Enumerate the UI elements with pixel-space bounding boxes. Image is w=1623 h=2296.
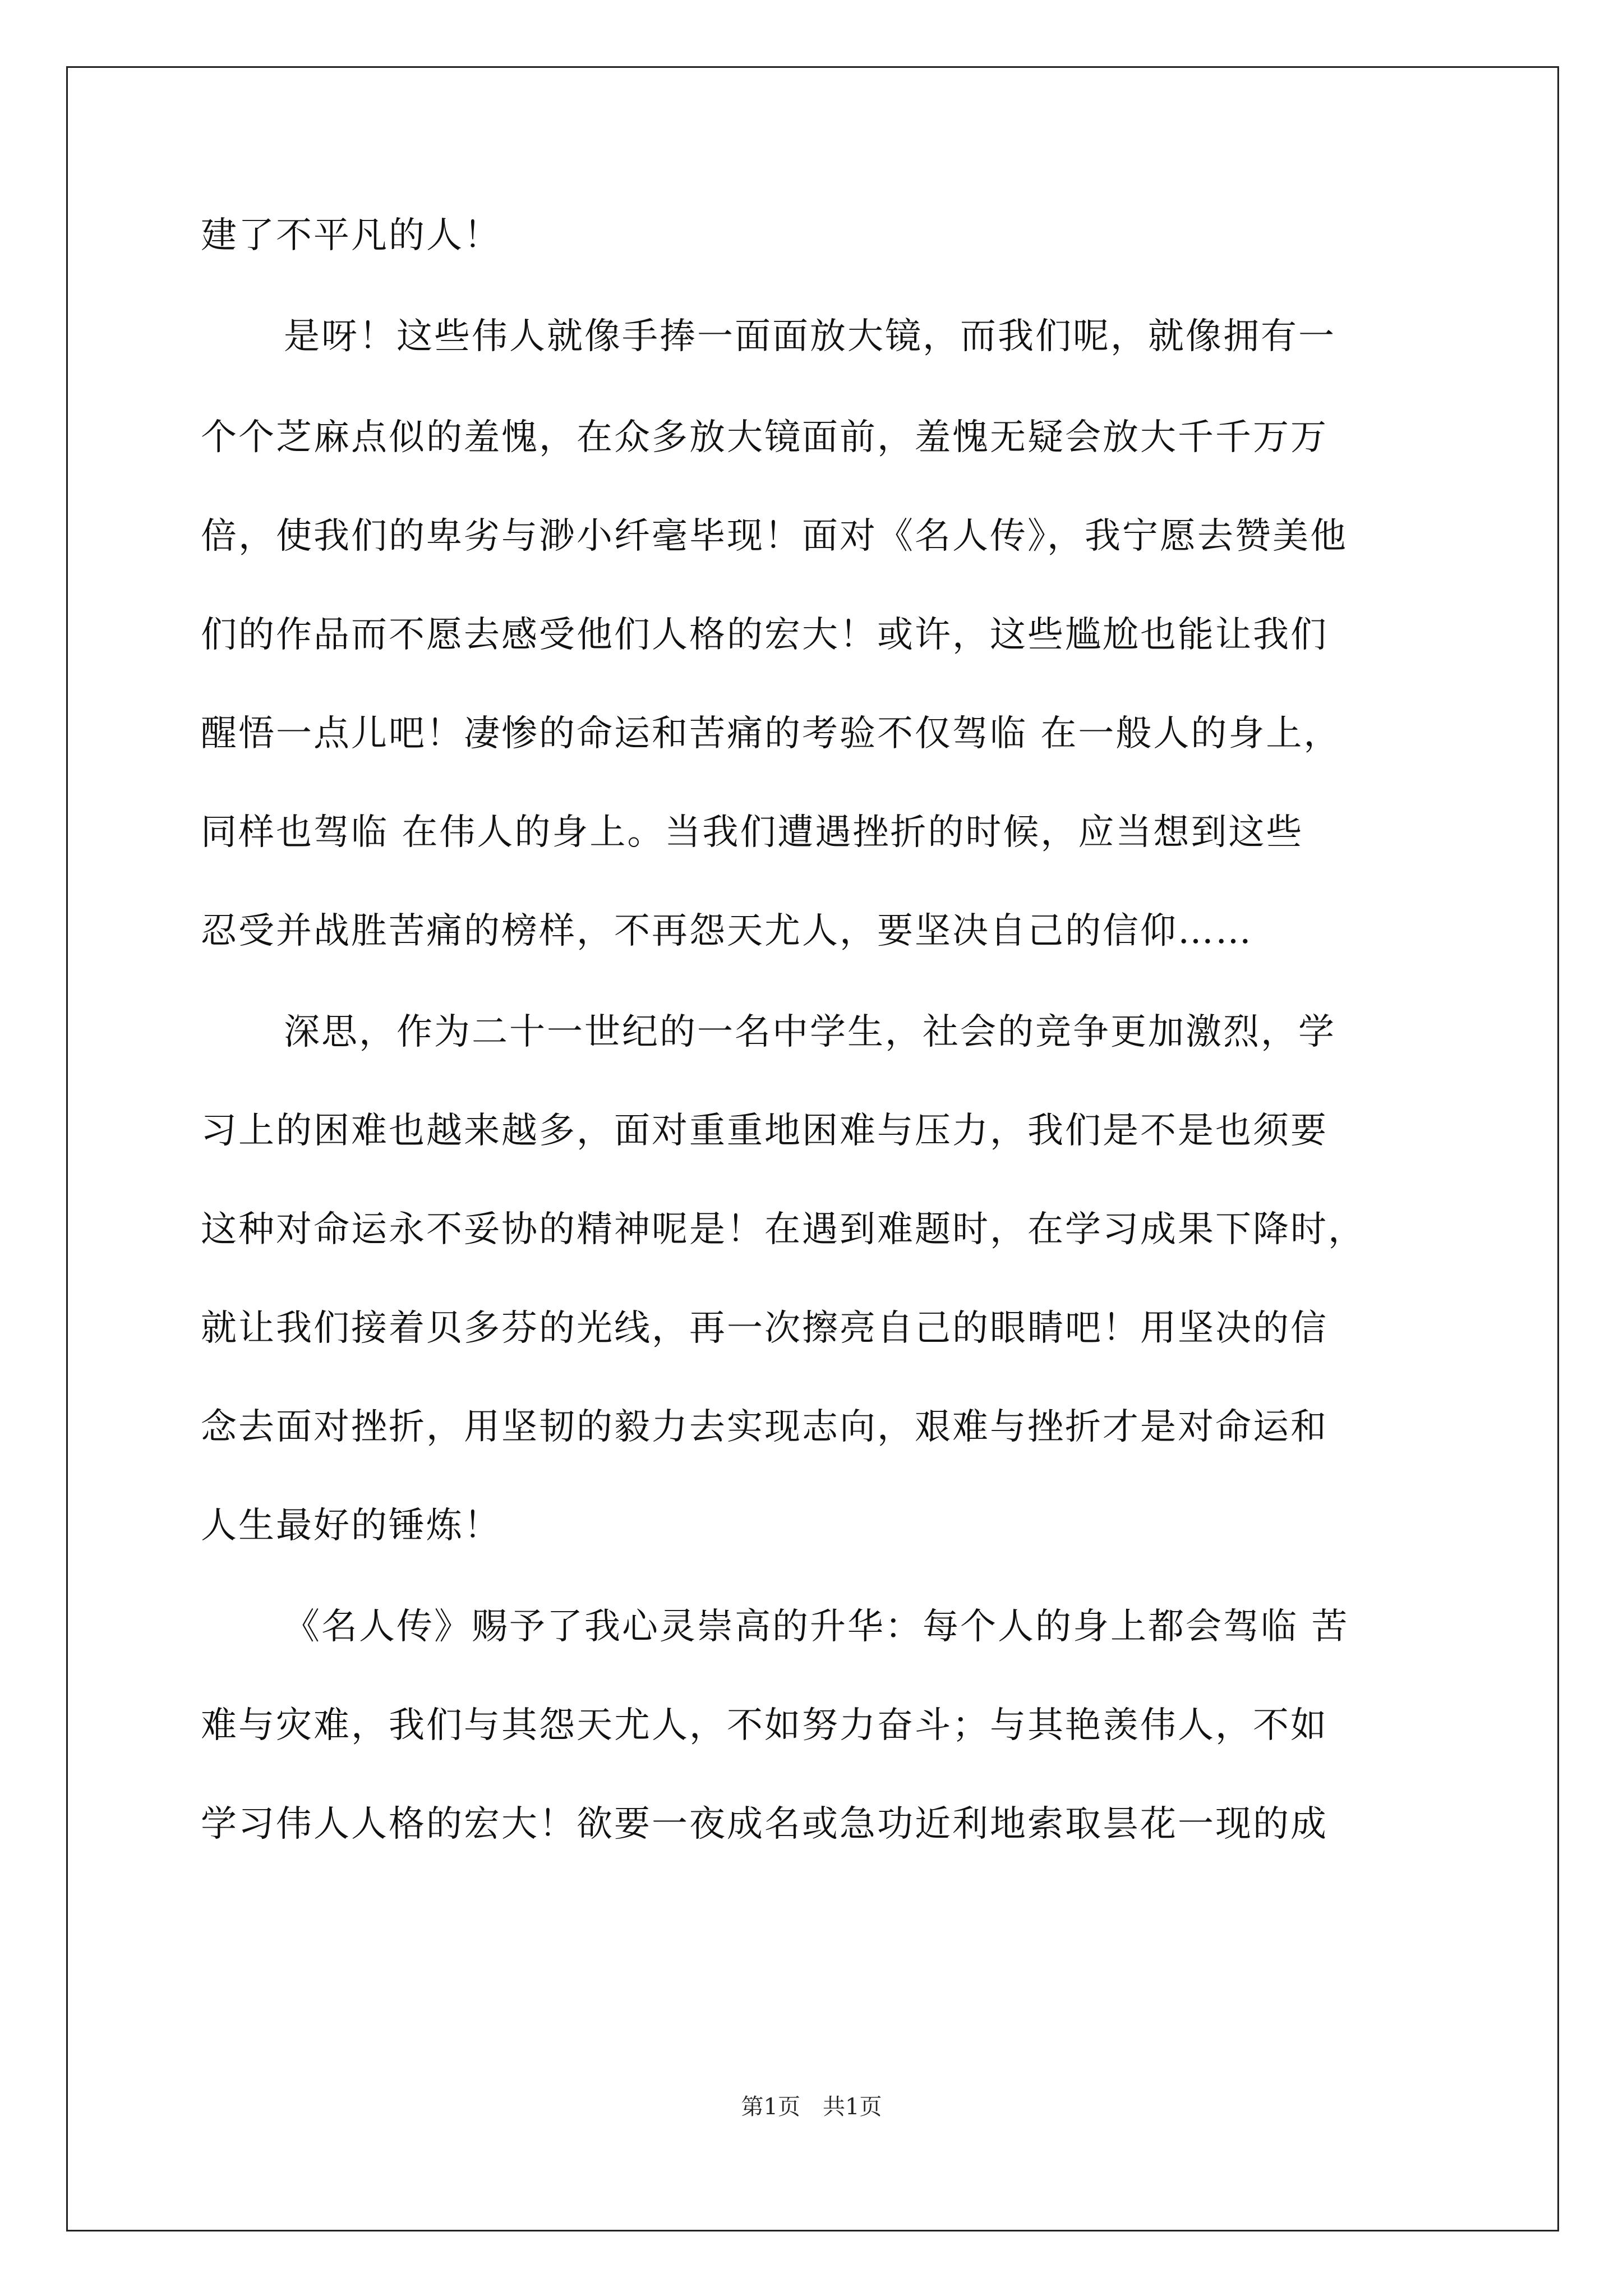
text-line: 就让我们接着贝多芬的光线，再一次擦亮自己的眼睛吧！用坚决的信 — [201, 1308, 1328, 1349]
text-line: 倍，使我们的卑劣与渺小纤毫毕现！面对《名人传》，我宁愿去赞美他 — [201, 516, 1348, 557]
text-line: 难与灾难，我们与其怨天尤人，不如努力奋斗；与其艳羡伟人，不如 — [201, 1705, 1328, 1746]
text-line: 习上的困难也越来越多，面对重重地困难与压力，我们是不是也须要 — [201, 1110, 1328, 1152]
text-line: 建了不平凡的人！ — [201, 215, 501, 256]
page-number-footer: 第1页 共1页 — [741, 2094, 882, 2120]
text-line: 同样也驾临 在伟人的身上。当我们遭遇挫折的时候，应当想到这些 — [201, 812, 1304, 853]
text-line: 念去面对挫折，用坚韧的毅力去实现志向，艰难与挫折才是对命运和 — [201, 1406, 1328, 1448]
text-line: 这种对命运永不妥协的精神呢是！在遇到难题时，在学习成果下降时， — [201, 1209, 1366, 1250]
text-line: 学习伟人人格的宏大！欲要一夜成名或急功近利地索取昙花一现的成 — [201, 1803, 1328, 1845]
text-line: 醒悟一点儿吧！凄惨的命运和苦痛的考验不仅驾临 在一般人的身上， — [201, 713, 1341, 754]
text-line: 《名人传》赐予了我心灵崇高的升华：每个人的身上都会驾临 苦 — [284, 1606, 1349, 1648]
text-line: 人生最好的锤炼！ — [201, 1505, 501, 1547]
text-line: 们的作品而不愿去感受他们人格的宏大！或许，这些尴尬也能让我们 — [201, 614, 1328, 656]
text-line: 是呀！这些伟人就像手捧一面面放大镜，而我们呢，就像拥有一 — [284, 316, 1336, 357]
text-line: 忍受并战胜苦痛的榜样，不再怨天尤人，要坚决自己的信仰…… — [201, 910, 1253, 952]
text-line: 个个芝麻点似的羞愧，在众多放大镜面前，羞愧无疑会放大千千万万 — [201, 417, 1328, 458]
text-line: 深思，作为二十一世纪的一名中学生，社会的竞争更加激烈，学 — [284, 1011, 1336, 1053]
